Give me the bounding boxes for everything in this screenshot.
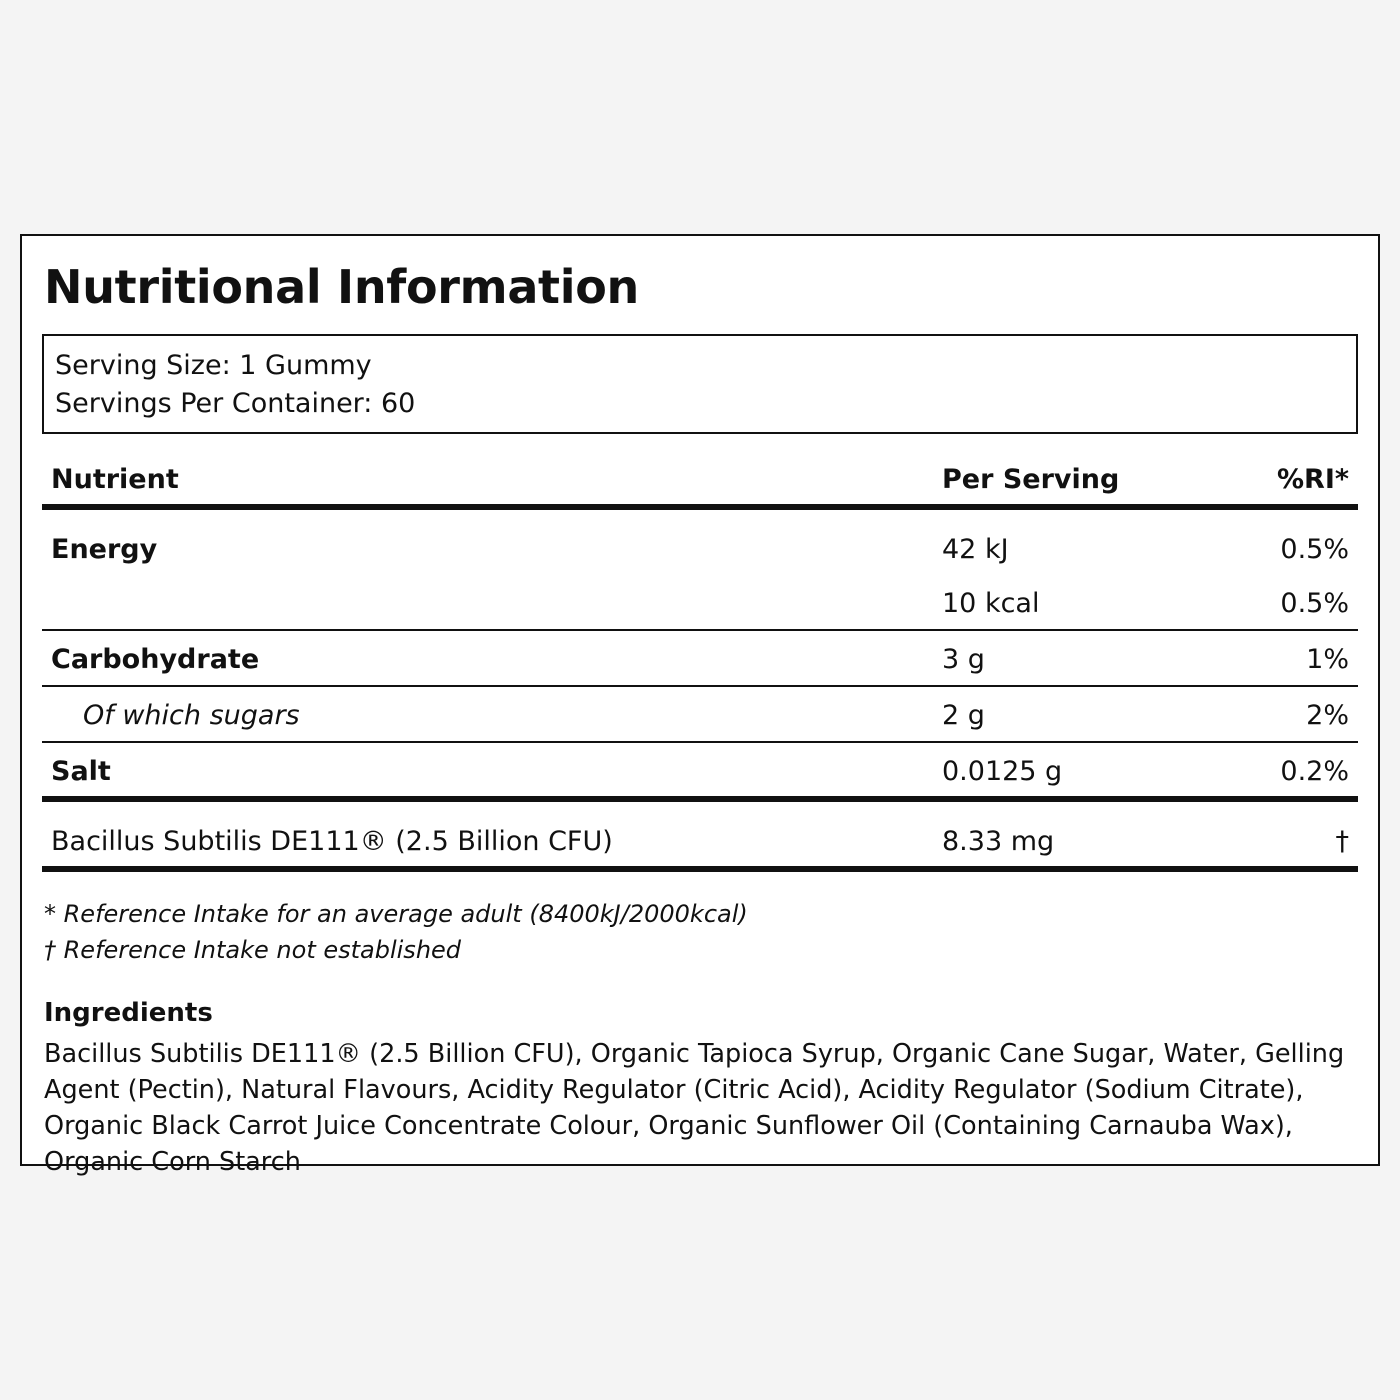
page-title: Nutritional Information: [44, 260, 639, 314]
nutrient-name: Energy: [51, 534, 158, 565]
nutrient-name: Bacillus Subtilis DE111® (2.5 Billion CFU): [51, 826, 613, 857]
servings-per-container: Servings Per Container: 60: [55, 388, 416, 419]
serving-info-box: [42, 334, 1358, 434]
header-divider: [42, 504, 1358, 510]
row-divider: [42, 685, 1358, 687]
nutrient-name: Carbohydrate: [51, 644, 260, 675]
per-serving-value: 8.33 mg: [942, 826, 1055, 857]
nutrient-name: Salt: [51, 756, 111, 787]
per-serving-value: 0.0125 g: [942, 756, 1063, 787]
footnote-ri: * Reference Intake for an average adult (8400kJ/2000kcal): [44, 900, 748, 928]
ri-value: †: [1335, 826, 1349, 857]
ingredients-title: Ingredients: [44, 998, 213, 1028]
row-divider: [42, 741, 1358, 743]
table-bottom-rule: [42, 866, 1358, 872]
serving-size: Serving Size: 1 Gummy: [55, 350, 372, 381]
ri-value: 2%: [1306, 700, 1349, 731]
ingredients-text: Bacillus Subtilis DE111® (2.5 Billion CFU), Organic Tapioca Syrup, Organic Cane Sugar, Water, Gelling Agent (Pectin), Natural Flavours, Acidity Regulator (Citric Acid), Acidity Regulator (Sodium Citrate), Organic Black Carrot Juice Concentrate Colour, Organic Sunflower Oil (Containing Carnauba Wax), Organic Corn Starch: [44, 1039, 1345, 1177]
nutrient-name: Of which sugars: [83, 700, 300, 731]
header-per-serving: Per Serving: [942, 464, 1120, 495]
footnote-not-established: † Reference Intake not established: [44, 936, 462, 964]
ri-value: 0.2%: [1280, 756, 1349, 787]
row-divider: [42, 629, 1358, 631]
ri-value: 0.5%: [1280, 588, 1349, 619]
header-ri: %RI*: [1276, 464, 1349, 495]
nutrition-panel: [20, 234, 1380, 1177]
per-serving-value: 2 g: [942, 700, 985, 731]
section-divider: [42, 796, 1358, 802]
ri-value: 1%: [1306, 644, 1349, 675]
per-serving-value: 3 g: [942, 644, 985, 675]
per-serving-value: 42 kJ: [942, 534, 1009, 565]
ri-value: 0.5%: [1280, 534, 1349, 565]
per-serving-value: 10 kcal: [942, 588, 1040, 619]
header-nutrient: Nutrient: [51, 464, 179, 495]
